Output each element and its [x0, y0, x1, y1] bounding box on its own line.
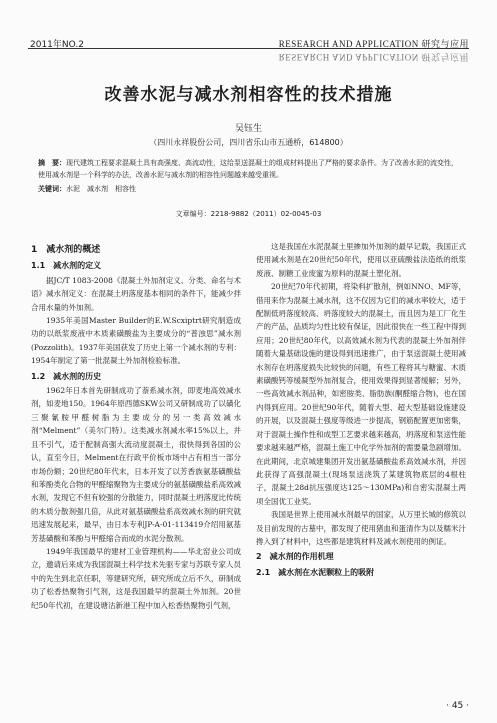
- header-issue: 2011年NO.2: [30, 40, 84, 50]
- abstract-text: 现代建筑工程要求混凝土具有高强度、高流动性，这给泵送混凝土的组成材料提出了严格的要求条件。为了改善水泥的流变性，使用减水剂是一个科学的办法，改善水泥与减水剂的相容性问题越来越受重视。: [38, 159, 458, 179]
- header-journal: RESEARCH AND APPLICATION 研究与应用: [278, 39, 469, 49]
- abstract: [38, 157, 461, 181]
- paragraph: 我国是世界上使用减水剂最早的国家，从万里长城的修筑以及目前发现的古墓中，都发现了使用猪血和蛋清作为以及糯米汁搀入到了材料中，这些都是建筑材料及减水剂使用的例证。: [256, 510, 466, 546]
- paragraph: 这是我国在水泥混凝土里掺加外加剂的最早记载，我国正式使用减水剂是在20世纪50年代，使用以亚硫酸盐法造纸的纸浆废液、制糖工业废蜜为原料的混凝土塑化剂。: [256, 242, 466, 278]
- header-journal-mirror: RESEARCH AND APPLICATION 研究与应用: [278, 52, 469, 62]
- article-title: 改善水泥与减水剂相容性的技术措施: [104, 85, 393, 105]
- abstract-label: 摘 要：: [38, 159, 66, 167]
- paragraph: 1949年我国最早的建材工业管理机构——华北窑业公司成立，邀请后来成为我国混凝土科学技术先驱专家与苏联专家人员中的先生到北京任职，等建研究所，研究所成立后不久，研制成功了松香热聚物引气剂，这是我国最早的混凝土外加剂。20世纪50年代初，在建设塘沽新港工程中加入松香热聚物引气剂，: [31, 546, 241, 610]
- keywords-label: 关键词：: [38, 185, 66, 193]
- keywords: [38, 184, 136, 194]
- article-author: 吴钰生: [234, 124, 262, 134]
- paragraph: 20世纪70年代初期，将染料扩散剂，例如NNO、MF等，借用来作为混凝土减水剂，这不仅因为它们的减水率较大，适于配制低坍落度较高、坍落度较大的混凝土，而且因为是工厂化生产的产品，品质均匀性比较有保证，因此很快在一些工程中得到应用；20世纪80年代，以高效减水剂为代表的混凝土外加剂伴随着大量基础设施的建设得到迅速推广，由于泵送混凝土使用减水剂存在坍落度损失比较快的问题，有些工程将其与糖蜜、木质素磺酸钙等缓凝型外加剂复合，使用效果得到显著缓解；另外，一些高效减水剂品种，如密胺类、脂肪族(酮醛缩合物)，也在国内得到应用。20世纪90年代，随着大型、超大型基础设施建设的开展，以及混凝土强度等级进一步提高，钢筋配置更加密集，对于混凝土操作性和成型工艺要求越来越高，坍落度和泵送性能要求越来越严格，混凝土施工中化学外加剂的需要量急剧增加。在此期间，北京城建集团开发出氨基磺酸盐系高效减水剂，并因此获得了高强混凝土(现场泵送浇筑了某建筑物底层的4根柱子，混凝土28d抗压强度达125～130MPa)和自密实混凝土两项全国优工业奖。: [256, 282, 466, 506]
- right-column: [256, 240, 466, 580]
- header-rule: [28, 48, 469, 49]
- paragraph: 据JC/T 1083-2008《混凝土外加剂定义、分类、命名与术语》减水剂定义：在混凝土坍落度基本相同的条件下，能减少拌合用水量的外加剂。: [31, 275, 241, 312]
- article-number: 文章编号：2218-9882（2011）02-0045-03: [175, 210, 322, 218]
- paragraph: 1935年美国Master Builder的E.W.Scxiptrt研究制造成功的以纸浆废液中木质素磺酸盐为主要成分的“普浊思”减水剂(Pozzolith)。1937年美国获发了历史上第一个减水剂的专利：1954年制定了第一批混凝土外加剂检验标准。: [31, 316, 241, 366]
- article-affiliation: （四川永祥股份公司，四川省乐山市五通桥，614800）: [149, 138, 348, 147]
- left-column: [31, 240, 241, 612]
- section-heading: 2.1 减水剂在水泥颗粒上的吸附: [256, 567, 375, 577]
- section-heading: 1.1 减水剂的定义: [31, 261, 102, 271]
- paragraph: 1962年日本首先研制成功了萘系减水剂，即麦地高效减水剂，如麦地150。1964年原西德SKW公司又研制成功了以磺化三聚氰胺甲醛树脂为主要成分的另一类高效减水剂“Melment”（美尔门特）。这类减水剂减水率15%以上，并且不引气，适于配制高强大流动度混凝土，很快得到各国的公认，直至今日，Melment在行政平价板市场中占有相当一部分市场份额；20世纪80年代末，日本开发了以芳香族氨基磺酸盐和苯酚类化合物的甲醛缩聚物为主要成分的氨基磺酸盐系高效减水剂，发现它不但有较强的分散能力，同时混凝土坍落度比传统的木质分散剂强几倍，从此对氨基磺酸盐系高效减水剂的研究就迅速发展起来，最早，由日本专利JP-A-01-113419介绍用氨基芳基磺酸和苯酚与甲醛缩合而成的水泥分散剂。: [31, 386, 241, 543]
- section-heading: 2 减水剂的作用机理: [256, 552, 334, 562]
- section-heading: 1.2 减水剂的历史: [31, 371, 102, 381]
- keywords-text: 水泥 减水剂 相容性: [66, 185, 136, 193]
- section-heading: 1 减水剂的概述: [31, 245, 101, 255]
- page-number: · 45 ·: [446, 701, 469, 711]
